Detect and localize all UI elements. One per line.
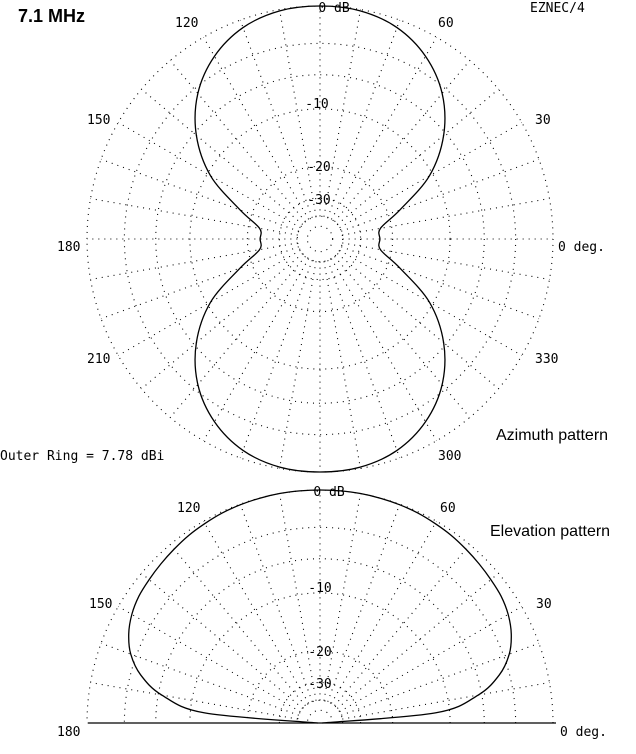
elevation-grid-spoke <box>335 545 470 706</box>
azimuth-grid-ring <box>307 226 332 251</box>
azimuth-ring-label-minus20: -20 <box>307 160 331 175</box>
azimuth-grid-spoke <box>328 20 400 218</box>
azimuth-angle-label-330: 330 <box>535 352 559 367</box>
program-label: EZNEC/4 <box>530 1 585 16</box>
elevation-grid-spoke <box>342 683 549 720</box>
elevation-ring-label-minus10: -10 <box>308 581 332 596</box>
azimuth-grid-spoke <box>331 37 436 219</box>
azimuth-grid-ring <box>156 75 485 404</box>
azimuth-grid-spoke <box>142 89 303 224</box>
azimuth-angle-label-150: 150 <box>87 113 111 128</box>
elevation-grid-spoke <box>142 573 303 708</box>
azimuth-grid-spoke <box>335 256 470 417</box>
elevation-grid-ring <box>297 700 342 723</box>
azimuth-grid-spoke <box>324 261 361 468</box>
elevation-angle-label-30: 30 <box>536 597 552 612</box>
elevation-grid-spoke <box>280 494 317 701</box>
elevation-grid-spoke <box>204 521 309 703</box>
azimuth-grid-spoke <box>118 250 300 355</box>
elevation-grid-spoke <box>328 504 400 702</box>
elevation-grid-spoke <box>240 504 312 702</box>
elevation-angle-label-180: 180 <box>57 725 81 740</box>
azimuth-grid-ring <box>247 166 392 311</box>
elevation-ring-label-0db: 0 dB <box>313 485 345 500</box>
elevation-ring-label-minus30: -30 <box>308 677 332 692</box>
azimuth-grid-spoke <box>142 254 303 389</box>
elevation-grid-spoke <box>331 521 436 703</box>
azimuth-grid-spoke <box>328 260 400 458</box>
azimuth-angle-label-300: 300 <box>438 449 462 464</box>
azimuth-grid-spoke <box>331 259 436 441</box>
azimuth-grid-spoke <box>337 89 498 224</box>
elevation-grid-spoke <box>118 607 300 712</box>
elevation-grid-spoke <box>340 607 522 712</box>
elevation-ring-label-minus20: -20 <box>308 645 332 660</box>
azimuth-angle-label-30: 30 <box>535 113 551 128</box>
azimuth-grid-spoke <box>101 247 299 319</box>
outer-ring-value: Outer Ring = 7.78 dBi <box>0 449 165 464</box>
azimuth-grid-spoke <box>337 254 498 389</box>
azimuth-grid-spoke <box>335 61 470 222</box>
azimuth-grid-spoke <box>240 20 312 218</box>
azimuth-ring-label-minus30: -30 <box>307 193 331 208</box>
azimuth-ring-label-0db: 0 dB <box>318 1 350 16</box>
azimuth-grid-ring <box>297 216 342 261</box>
elevation-grid-spoke <box>170 545 305 706</box>
azimuth-grid <box>87 6 553 472</box>
azimuth-grid-spoke <box>91 199 298 236</box>
azimuth-grid-spoke <box>342 199 549 236</box>
azimuth-grid-spoke <box>170 61 305 222</box>
azimuth-grid-spoke <box>340 123 522 228</box>
azimuth-grid-spoke <box>170 256 305 417</box>
azimuth-ring-label-minus10: -10 <box>305 97 329 112</box>
azimuth-plot-title: Azimuth pattern <box>496 427 609 444</box>
elevation-grid-spoke <box>337 573 498 708</box>
azimuth-grid-spoke <box>341 247 539 319</box>
azimuth-grid-spoke <box>280 10 317 217</box>
elevation-angle-label-120: 120 <box>177 501 201 516</box>
elevation-grid-spoke <box>91 683 298 720</box>
elevation-angle-label-60: 60 <box>440 501 456 516</box>
elevation-angle-label-0: 0 deg. <box>560 725 607 740</box>
azimuth-angle-label-0: 0 deg. <box>558 240 605 255</box>
azimuth-angle-label-210: 210 <box>87 352 111 367</box>
azimuth-grid-ring <box>279 198 360 279</box>
azimuth-grid-spoke <box>91 243 298 280</box>
azimuth-grid-spoke <box>204 37 309 219</box>
azimuth-angle-label-60: 60 <box>438 16 454 31</box>
azimuth-grid-spoke <box>342 243 549 280</box>
azimuth-grid-spoke <box>341 159 539 231</box>
elevation-plot-title: Elevation pattern <box>490 523 611 540</box>
azimuth-grid-spoke <box>118 123 300 228</box>
azimuth-grid-spoke <box>340 250 522 355</box>
elevation-plot <box>57 485 610 740</box>
frequency-label: 7.1 MHz <box>18 6 86 26</box>
azimuth-pattern-trace <box>195 6 445 472</box>
elevation-grid-spoke <box>324 494 361 701</box>
azimuth-grid-ring <box>87 6 553 472</box>
azimuth-angle-label-120: 120 <box>175 16 199 31</box>
azimuth-grid-spoke <box>280 261 317 468</box>
elevation-angle-label-150: 150 <box>89 597 113 612</box>
azimuth-plot <box>0 1 608 472</box>
azimuth-grid-spoke <box>204 259 309 441</box>
azimuth-grid-ring <box>190 109 450 369</box>
azimuth-angle-label-180: 180 <box>57 240 81 255</box>
azimuth-grid-spoke <box>240 260 312 458</box>
azimuth-grid-spoke <box>101 159 299 231</box>
elevation-grid-ring <box>307 710 332 723</box>
